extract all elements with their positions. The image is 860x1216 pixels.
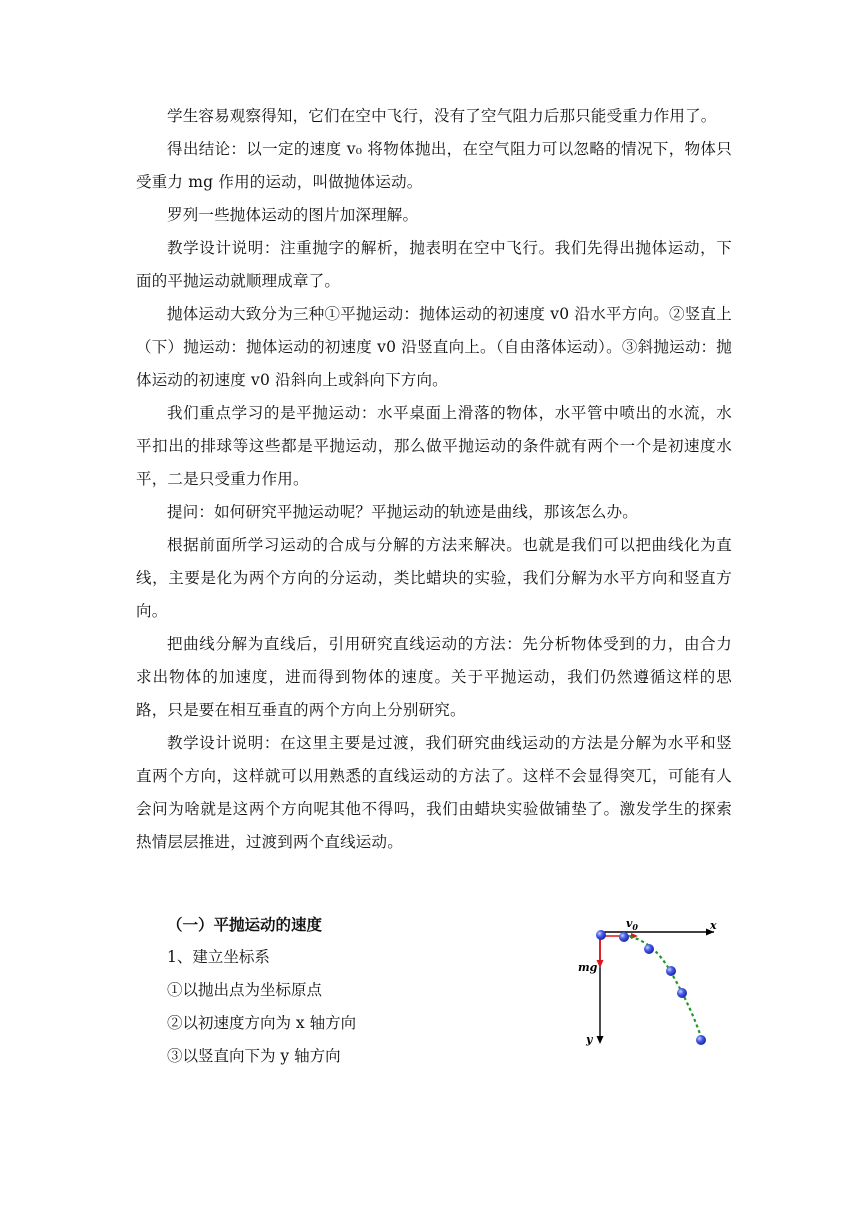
ball (696, 1035, 706, 1045)
ball (619, 932, 629, 942)
v0-label (626, 917, 638, 932)
section-velocity (136, 908, 556, 1073)
paragraph: 把曲线分解为直线后，引用研究直线运动的方法：先分析物体受到的力，由合力求出物体的加速度，进而得到物体的速度。关于平抛运动，我们仍然遵循这样的思路，只是要在相互垂直的两个方向上分别研究。 (136, 635, 732, 719)
v0-label-main: v (626, 917, 633, 930)
section-heading: （一）平抛运动的速度 (167, 915, 323, 934)
paragraph: 学生容易观察得知，它们在空中飞行，没有了空气阻力后那只能受重力作用了。 (167, 107, 717, 125)
paragraph: 提问：如何研究平抛运动呢？平抛运动的轨迹是曲线，那该怎么办。 (167, 503, 639, 521)
body-text (136, 100, 732, 859)
paragraph: 抛体运动大致分为三种①平抛运动：抛体运动的初速度 v0 沿水平方向。②竖直上（下）抛运动：抛体运动的初速度 v0 沿竖直向上。（自由落体运动）。③斜抛运动：抛体运动的初速度 v0 沿斜向上或斜向下方向。 (136, 305, 732, 389)
v0-label-sub: 0 (632, 922, 638, 932)
ball (644, 944, 654, 954)
ball (666, 966, 676, 976)
mg-arrowhead (597, 960, 604, 968)
ball (596, 930, 606, 940)
mg-label: mg (578, 961, 598, 974)
projectile-diagram (574, 914, 734, 1054)
y-axis-label: y (586, 1033, 593, 1046)
step-title: 1、建立坐标系 (167, 948, 270, 966)
trajectory-curve (624, 936, 702, 1040)
projectile-diagram-svg (574, 914, 734, 1054)
paragraph: 教学设计说明：在这里主要是过渡，我们研究曲线运动的方法是分解为水平和竖直两个方向，这样就可以用熟悉的直线运动的方法了。这样不会显得突兀，可能有人会问为啥就是这两个方向呢其他不得吗，我们由蜡块实验做铺垫了。激发学生的探索热情层层推进，过渡到两个直线运动。 (136, 734, 732, 851)
paragraph: 得出结论：以一定的速度 v₀ 将物体抛出，在空气阻力可以忽略的情况下，物体只受重力 mg 作用的运动，叫做抛体运动。 (136, 140, 732, 191)
paragraph: 罗列一些抛体运动的图片加深理解。 (167, 206, 419, 224)
list-item: ②以初速度方向为 x 轴方向 (167, 1014, 357, 1032)
paragraph: 教学设计说明：注重抛字的解析，抛表明在空中飞行。我们先得出抛体运动，下面的平抛运动就顺理成章了。 (136, 239, 732, 290)
ball (677, 988, 687, 998)
paragraph: 我们重点学习的是平抛运动：水平桌面上滑落的物体，水平管中喷出的水流，水平扣出的排球等这些都是平抛运动，那么做平抛运动的条件就有两个一个是初速度水平，二是只受重力作用。 (136, 404, 732, 488)
x-axis-label: x (710, 919, 717, 932)
list-item: ①以抛出点为坐标原点 (167, 981, 323, 999)
y-axis-arrowhead (597, 1036, 604, 1044)
list-item: ③以竖直向下为 y 轴方向 (167, 1047, 341, 1065)
paragraph: 根据前面所学习运动的合成与分解的方法来解决。也就是我们可以把曲线化为直线，主要是化为两个方向的分运动，类比蜡块的实验，我们分解为水平方向和竖直方向。 (136, 536, 732, 620)
